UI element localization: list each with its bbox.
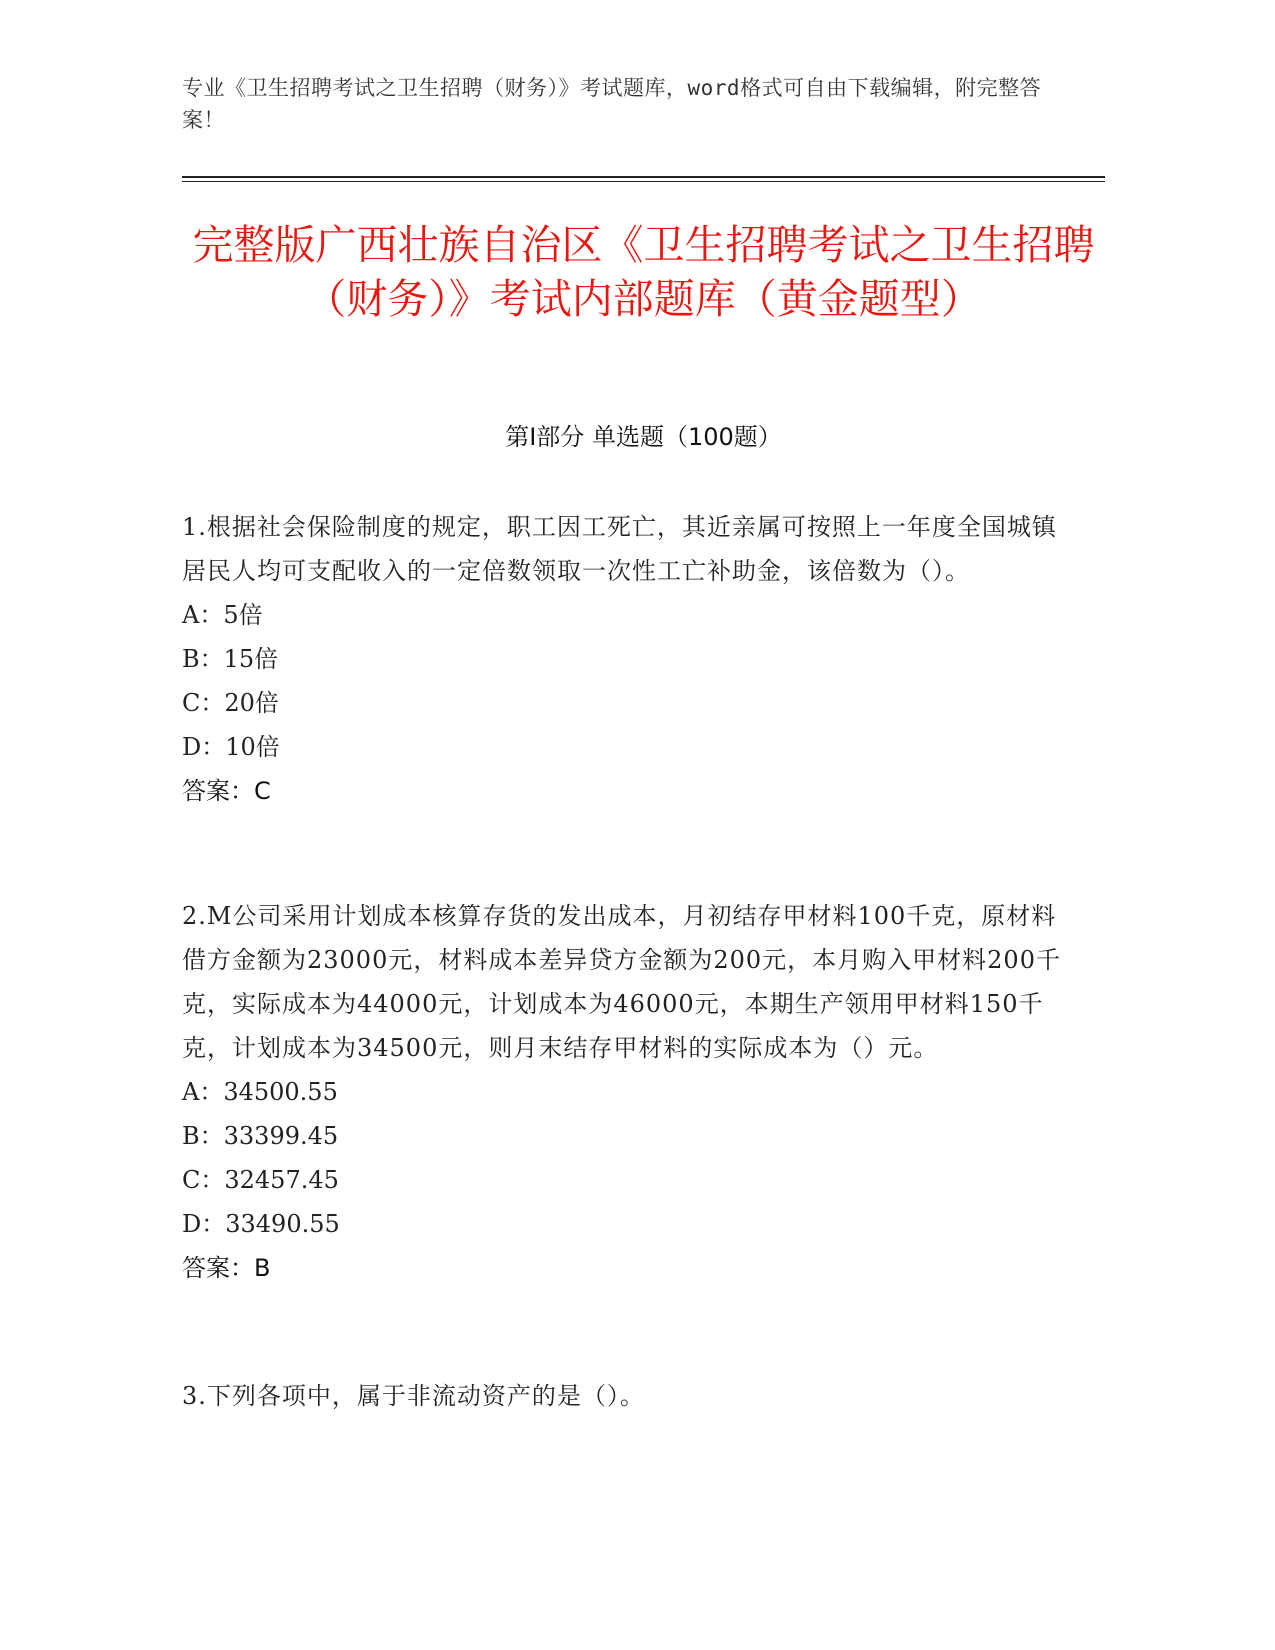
question-2-option-c: C：32457.45	[182, 1166, 339, 1194]
header-divider-thin	[182, 181, 1105, 182]
question-1-stem: 1.根据社会保险制度的规定，职工因工死亡，其近亲属可按照上一年度全国城镇居民人均可支配收入的一定倍数领取一次性工亡补助金，该倍数为（）。	[182, 513, 1057, 585]
question-1-option-c: C：20倍	[182, 689, 279, 717]
question-1	[182, 505, 1062, 813]
question-1-answer: 答案：C	[182, 777, 271, 805]
question-3-stem: 3.下列各项中，属于非流动资产的是（）。	[182, 1382, 645, 1410]
header-divider-thick	[182, 176, 1105, 178]
question-2-option-a: A：34500.55	[182, 1078, 338, 1106]
question-3	[182, 1374, 1062, 1418]
question-1-option-a: A：5倍	[182, 601, 263, 629]
question-2-answer: 答案：B	[182, 1254, 271, 1282]
question-2-option-d: D：33490.55	[182, 1210, 340, 1238]
question-2-option-b: B：33399.45	[182, 1122, 339, 1150]
question-2-stem: 2.M公司采用计划成本核算存货的发出成本，月初结存甲材料100千克，原材料借方金额为23000元，材料成本差异贷方金额为200元，本月购入甲材料200千克，实际成本为44000元，计划成本为46000元，本期生产领用甲材料150千克，计划成本为34500元，则月末结存甲材料的实际成本为（）元。	[182, 902, 1061, 1062]
question-2	[182, 894, 1062, 1290]
section-heading: 第Ⅰ部分 单选题（100题）	[505, 423, 782, 451]
document-title: 完整版广西壮族自治区《卫生招聘考试之卫生招聘（财务）》考试内部题库（黄金题型）	[192, 221, 1095, 323]
question-1-option-d: D：10倍	[182, 733, 280, 761]
document-header-note: 专业《卫生招聘考试之卫生招聘（财务）》考试题库，word格式可自由下载编辑，附完整答案！	[182, 76, 1042, 132]
question-1-option-b: B：15倍	[182, 645, 279, 673]
